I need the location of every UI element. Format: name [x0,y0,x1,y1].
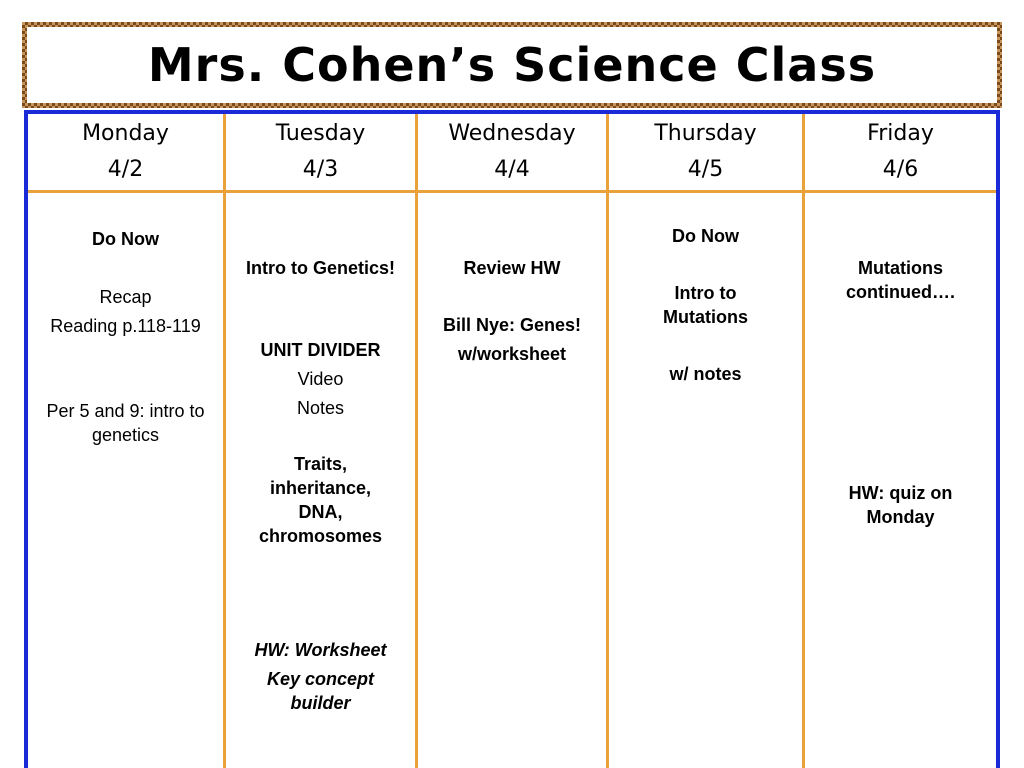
header-wednesday [418,114,609,193]
title-banner [22,22,1002,108]
cell-friday [805,193,996,768]
title-panel [27,27,997,103]
agenda-item: Do Now [672,226,739,246]
header-thursday [609,114,805,193]
agenda-item: Per 5 and 9: intro to genetics [46,401,205,445]
agenda-item: Reading p.118-119 [50,316,201,336]
agenda-item: w/ notes [669,364,742,384]
agenda-item: Key concept builder [266,669,375,713]
agenda-item: HW: Worksheet [254,640,387,660]
cell-tuesday [226,193,418,768]
agenda-item: HW: quiz on Monday [848,483,953,527]
agenda-item: Notes [296,398,345,418]
agenda-item: Recap [99,287,152,307]
agenda-item: Intro to Genetics! [245,258,395,278]
header-friday [805,114,996,193]
agenda-item: UNIT DIVIDER [260,340,381,360]
weekly-schedule-table [24,110,1000,768]
agenda-item: Intro to Mutations [663,283,748,327]
agenda-item: Traits, inheritance, DNA, chromosomes [258,454,383,546]
cell-wednesday [418,193,609,768]
header-tuesday [226,114,418,193]
agenda-item: Mutations continued…. [846,258,955,302]
day-date: 4/4 [494,157,530,182]
cell-monday [28,193,226,768]
day-name: Tuesday [275,121,366,146]
agenda-item: Review HW [463,258,561,278]
day-name: Friday [867,121,934,146]
day-name: Monday [82,121,169,146]
day-name: Thursday [654,121,757,146]
day-name: Wednesday [448,121,576,146]
day-date: 4/2 [107,157,144,182]
day-date: 4/6 [882,157,919,182]
day-date: 4/5 [687,157,724,182]
page-title: Mrs. Cohen’s Science Class [147,38,877,92]
header-monday [28,114,226,193]
agenda-item: Bill Nye: Genes! [442,315,582,335]
day-date: 4/3 [302,157,339,182]
agenda-item: w/worksheet [457,344,567,364]
agenda-item: Do Now [92,229,159,249]
cell-thursday [609,193,805,768]
agenda-item: Video [297,369,344,389]
